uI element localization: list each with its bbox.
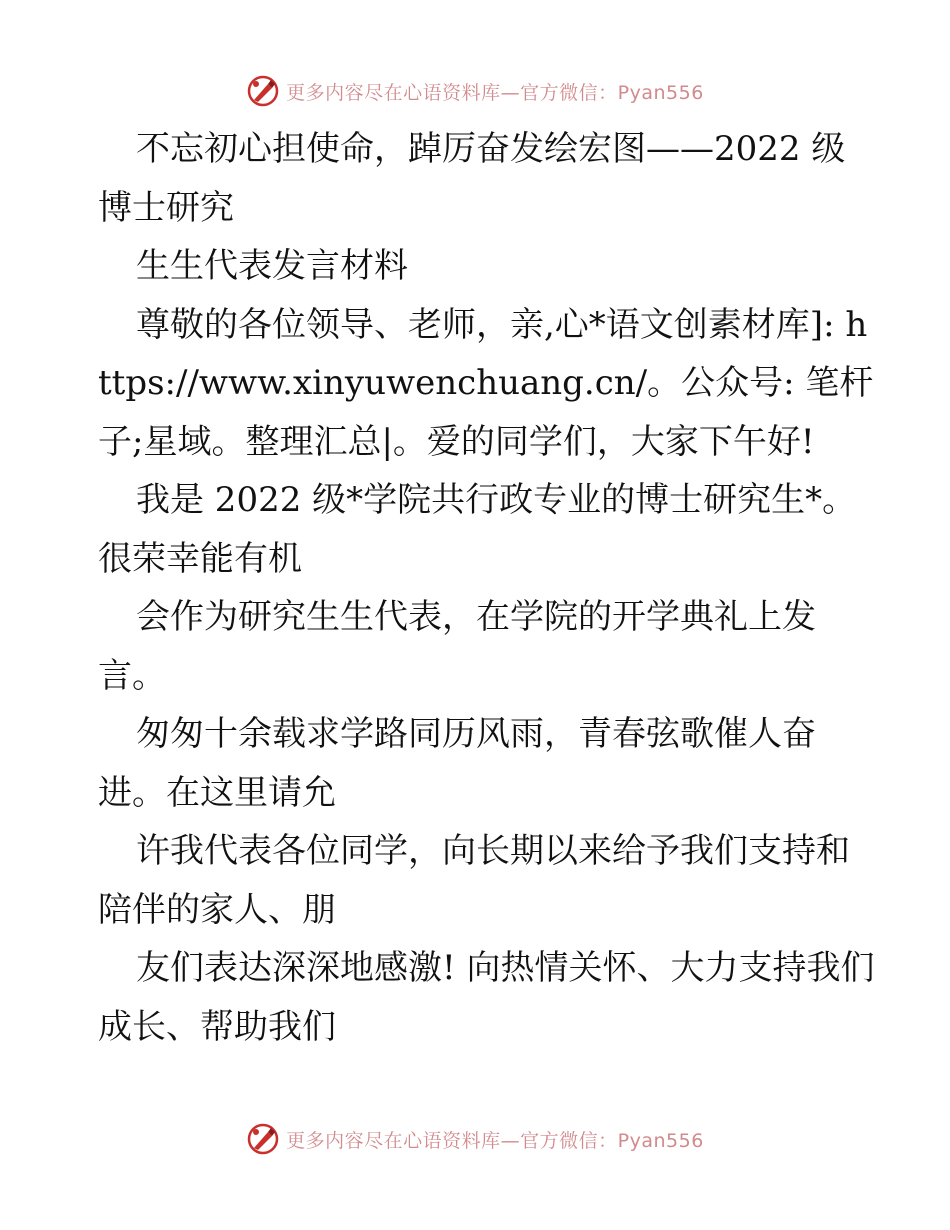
paragraph: 友们表达深深地感激! 向热情关怀、大力支持我们成长、帮助我们 bbox=[98, 948, 875, 1047]
paragraph: 尊敬的各位领导、老师，亲,心*语文创素材库]: https://www.xinyuwenchuang.cn/。公众号: 笔杆子;星域。整理汇总|。爱的同学们，大家下午好! bbox=[98, 304, 874, 462]
paragraph: 许我代表各位同学，向长期以来给予我们支持和陪伴的家人、朋 bbox=[98, 831, 850, 930]
paragraph: 生生代表发言材料 bbox=[136, 246, 408, 286]
document-body bbox=[98, 120, 878, 1056]
watermark-banner-bottom bbox=[0, 1119, 950, 1159]
paragraph: 我是 2022 级*学院共行政专业的博士研究生*。很荣幸能有机 bbox=[98, 480, 857, 579]
paragraph: 匆匆十余载求学路同历风雨，青春弦歌催人奋进。在这里请允 bbox=[98, 714, 816, 813]
watermark-text: 更多内容尽在心语资料库—官方微信：Pyan556 bbox=[286, 1129, 704, 1152]
watermark-banner-top bbox=[0, 71, 950, 111]
paragraph: 会作为研究生生代表，在学院的开学典礼上发言。 bbox=[98, 597, 816, 696]
watermark-text: 更多内容尽在心语资料库—官方微信：Pyan556 bbox=[286, 81, 704, 104]
paragraph: 不忘初心担使命，踔厉奋发绘宏图——2022 级博士研究 bbox=[98, 129, 846, 228]
pen-logo-icon bbox=[246, 74, 280, 108]
pen-logo-icon bbox=[246, 1122, 280, 1156]
